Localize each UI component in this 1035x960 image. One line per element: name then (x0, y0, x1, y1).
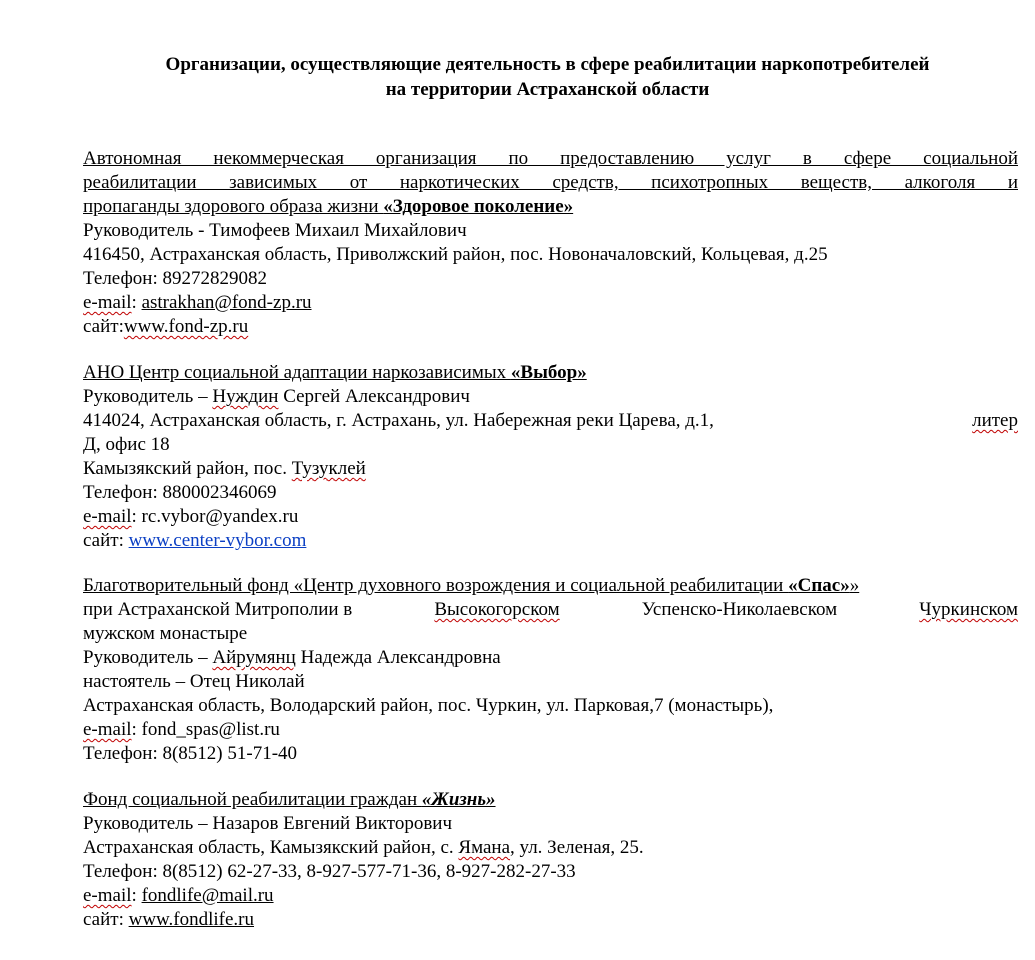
org-name-line-2 (83, 598, 1018, 622)
email-label: e-mail (83, 885, 132, 906)
org-vybor (83, 361, 1018, 553)
org-head (83, 385, 1018, 409)
org-phone: Телефон: 8(8512) 51-71-40 (83, 743, 298, 764)
head-prefix: Руководитель – (83, 647, 213, 668)
line-part: при Астраханской Митрополии в (83, 599, 353, 620)
head-surname: Айрумянц (212, 647, 296, 668)
org-name-line (83, 574, 1018, 598)
email-sep: : (131, 885, 142, 906)
line-part: Чуркинском (919, 599, 1018, 620)
org-email-line (83, 291, 1018, 315)
document-title (80, 52, 1015, 102)
org-phone: Телефон: 8(8512) 62-27-33, 8-927-577-71-36, 8-927-282-27-33 (83, 861, 576, 882)
head-prefix: Руководитель – (83, 386, 213, 407)
address-rest: , ул. Зеленая, 25. (510, 837, 644, 858)
org-name-text: пропаганды здорового образа жизни (83, 196, 384, 217)
email-label: e-mail (83, 292, 132, 313)
email-label: e-mail (83, 719, 132, 740)
org-site-line (83, 908, 1018, 932)
org-head (83, 646, 1018, 670)
org-name-text: Благотворительный фонд «Центр духовного возрождения и социальной реабилитации (83, 575, 789, 596)
email-value[interactable]: : rc.vybor@yandex.ru (131, 506, 299, 527)
org-head: Руководитель - Тимофеев Михаил Михайлович (83, 220, 467, 241)
org-head: Руководитель – Назаров Евгений Викторович (83, 813, 453, 834)
org-name-line (83, 195, 1018, 219)
org-name-line-3: мужском монастыре (83, 623, 248, 644)
org-branch (83, 457, 1018, 481)
org-spas (83, 574, 1018, 766)
line-part: Высокогорском (434, 599, 560, 620)
title-line-1: Организации, осуществляющие деятельность в сфере реабилитации наркопотребителей (165, 54, 930, 75)
org-name-line (83, 361, 1018, 385)
org-name-line: Автономная некоммерческая организация по предоставлению услуг в сфере социальной (83, 148, 1018, 169)
org-email-line (83, 505, 1018, 529)
org-address: Астраханская область, Володарский район, пос. Чуркин, ул. Парковая,7 (монастырь), (83, 695, 774, 716)
org-name-text: Фонд социальной реабилитации граждан (83, 789, 422, 810)
org-abbot: настоятель – Отец Николай (83, 671, 305, 692)
branch-village: Тузуклей (291, 458, 366, 479)
head-surname: Нуждин (212, 386, 279, 407)
org-name-bold: «Жизнь» (421, 789, 496, 810)
email-value[interactable]: : fond_spas@list.ru (131, 719, 280, 740)
address-text: 414024, Астраханская область, г. Астрахань, ул. Набережная реки Царева, д.1, (83, 410, 714, 431)
org-name-line (83, 788, 1018, 812)
address-tail: литер (972, 410, 1018, 431)
org-name-bold: «Выбор» (510, 362, 587, 383)
head-rest: Надежда Александровна (295, 647, 501, 668)
line-part: Успенско-Николаевском (641, 599, 838, 620)
site-label: сайт: (83, 909, 129, 930)
org-name-suffix: » (849, 575, 860, 596)
branch-prefix: Камызякский район, пос. (83, 458, 292, 479)
org-email-line (83, 718, 1018, 742)
title-line-2: на территории Астраханской области (385, 79, 710, 100)
org-name-line: реабилитации зависимых от наркотических средств, психотропных веществ, алкоголя и (83, 172, 1018, 193)
address-prefix: Астраханская область, Камызякский район, с. (83, 837, 459, 858)
site-label: сайт: (83, 316, 124, 337)
email-link[interactable]: astrakhan@fond-zp.ru (141, 292, 312, 313)
org-site-line (83, 529, 1018, 553)
email-sep: : (131, 292, 142, 313)
org-email-line (83, 884, 1018, 908)
org-address-line-2: Д, офис 18 (83, 434, 170, 455)
org-phone: Телефон: 880002346069 (83, 482, 277, 503)
org-name-text: АНО Центр социальной адаптации наркозависимых (83, 362, 511, 383)
org-address (83, 836, 1018, 860)
org-site-line (83, 315, 1018, 339)
org-zdorovoe-pokolenie (83, 147, 1018, 339)
site-link[interactable]: www.fond-zp.ru (123, 316, 249, 337)
email-label: e-mail (83, 506, 132, 527)
org-address: 416450, Астраханская область, Приволжский район, пос. Новоначаловский, Кольцевая, д.25 (83, 244, 828, 265)
org-phone: Телефон: 89272829082 (83, 268, 267, 289)
site-link[interactable]: www.center-vybor.com (128, 530, 307, 551)
email-link[interactable]: fondlife@mail.ru (141, 885, 274, 906)
org-name-bold: «Спас» (788, 575, 850, 596)
org-zhizn (83, 788, 1018, 932)
head-rest: Сергей Александрович (278, 386, 470, 407)
site-label: сайт: (83, 530, 129, 551)
org-name-bold: «Здоровое поколение» (383, 196, 574, 217)
site-link[interactable]: www.fondlife.ru (128, 909, 255, 930)
org-address-line (83, 409, 1018, 433)
address-village: Ямана (458, 837, 511, 858)
